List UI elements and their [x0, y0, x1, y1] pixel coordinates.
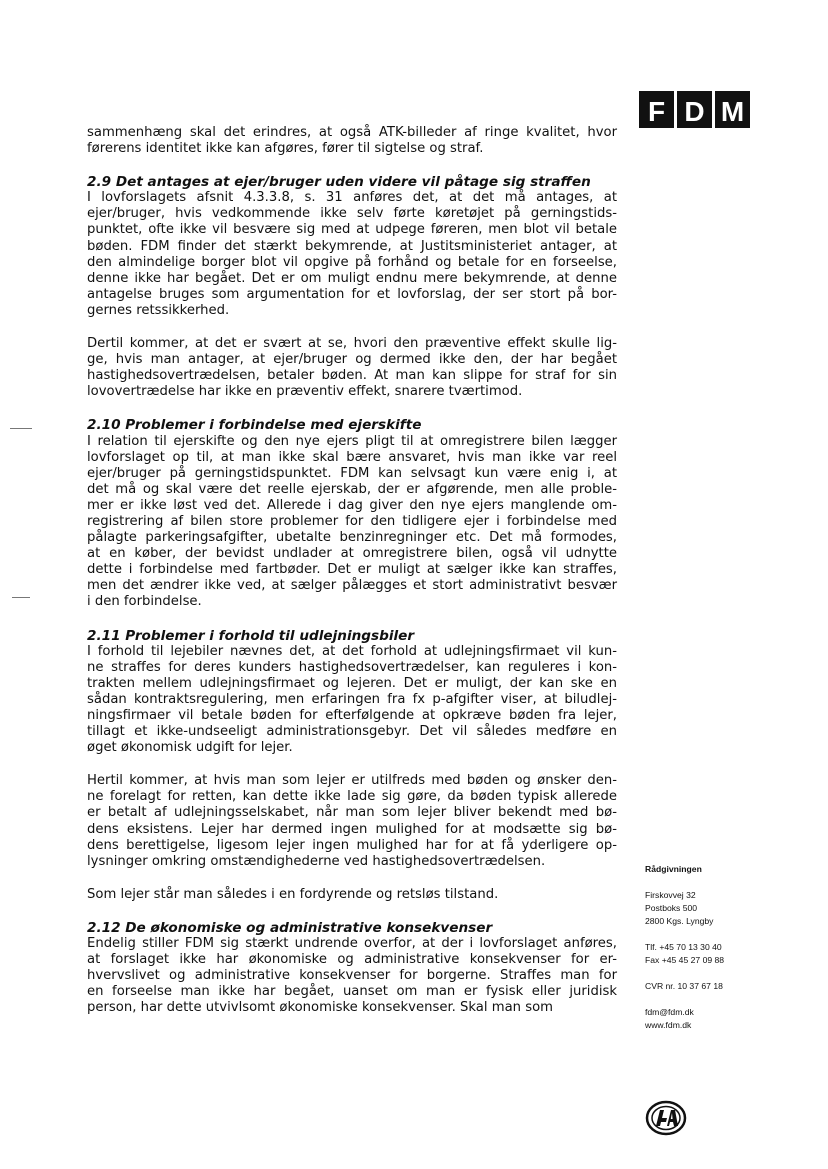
paragraph-line: tillagt et ikke-undseeligt administrationsgebyr. Det vil således medføre en	[87, 724, 617, 740]
section-heading: 2.9 Det antages at ejer/bruger uden videre vil påtage sig straffen	[87, 174, 591, 191]
paragraph-line: pålagte parkeringsafgifter, ubetalte benzinregninger etc. Det må formodes,	[87, 530, 617, 546]
paragraph-line: person, har dette utvivlsomt økonomiske konsekvenser. Skal man som	[87, 1000, 554, 1016]
fia-seal-icon	[645, 1100, 687, 1136]
paragraph-line: Som lejer står man således i en fordyrende og retsløs tilstand.	[87, 886, 499, 902]
body-paragraph	[87, 125, 617, 157]
section-heading: 2.10 Problemer i forbindelse med ejerskifte	[87, 417, 422, 434]
paragraph-line: antagelse bruges som argumentation for et lovforslag, der ser stort på bor-	[87, 286, 617, 302]
paragraph-line: lovforslaget op til, at man ikke skal bære ansvaret, hvis man ikke var reel	[87, 449, 617, 465]
body-paragraph	[87, 887, 617, 903]
paragraph-line: registrering af bilen store problemer for den tidligere ejer i forbindelse med	[87, 513, 617, 529]
paragraph-line: en forseelse man ikke har begået, uanset om man er fysisk eller juridisk	[87, 984, 617, 1000]
body-paragraph	[87, 644, 617, 757]
paragraph-line: i den forbindelse.	[87, 594, 202, 610]
paragraph-line: hastighedsovertrædelsen, betaler bøden. At man kan slippe for straf for sin	[87, 368, 617, 384]
paragraph-line: mer er ikke løst ved det. Allerede i dag giver den nye ejers manglende om-	[87, 497, 617, 513]
paragraph-line: men det ændrer ikke ved, at sælger pålægges et stort administrativt besvær	[87, 578, 617, 594]
paragraph-line: Dertil kommer, at det er svært at se, hvori den præventive effekt skulle lig-	[87, 336, 617, 352]
sidebar-line: Tlf. +45 70 13 30 40	[645, 942, 722, 952]
paragraph-line: øget økonomisk udgift for lejer.	[87, 740, 293, 756]
paragraph-line: sammenhæng skal det erindres, at også ATK-billeder af ringe kvalitet, hvor	[87, 125, 617, 140]
body-paragraph	[87, 434, 617, 611]
paragraph-line: det må og skal være det reelle ejerskab, der er afgørende, men alle proble-	[87, 481, 617, 497]
paragraph-line: bøden. FDM finder det stærkt bekymrende, at Justitsministeriet antager, at	[87, 238, 617, 254]
fdm-logo	[639, 91, 750, 128]
paragraph-line: punktet, ofte ikke vil besvære sig med at udpege føreren, men blot vil betale	[87, 222, 617, 238]
paragraph-spacer	[87, 903, 617, 920]
paragraph-line: er betalt af udlejningsselskabet, når man som lejer bliver bekendt med bø-	[87, 805, 617, 821]
paragraph-line: sådan kontraktsregulering, men erfaringen fra fx p-afgifter viser, at biludlej-	[87, 691, 617, 707]
paragraph-line: ge, hvis man antager, at ejer/bruger og dermed ikke den, der har begået	[87, 352, 617, 368]
logo-letter-d: D	[677, 91, 712, 128]
sidebar-line: Firskovvej 32	[645, 890, 696, 900]
sidebar-spacer	[645, 967, 785, 980]
paragraph-spacer	[87, 157, 617, 174]
sidebar-line: Postboks 500	[645, 903, 698, 913]
paragraph-line: lovovertrædelse har ikke en præventiv effekt, snarere tværtimod.	[87, 384, 523, 400]
sidebar-line: Rådgivningen	[645, 864, 702, 874]
sidebar-link[interactable]: fdm@fdm.dk	[645, 1007, 694, 1017]
sidebar-line: CVR nr. 10 37 67 18	[645, 981, 723, 991]
paragraph-line: dens eksistens. Lejer har dermed ingen mulighed for at modsætte sig bø-	[87, 821, 617, 837]
sidebar-line: 2800 Kgs. Lyngby	[645, 916, 714, 926]
sidebar-link[interactable]: www.fdm.dk	[645, 1020, 692, 1030]
paragraph-line: at forslaget ikke har økonomiske og administrative konsekvenser for er-	[87, 952, 617, 968]
body-paragraph	[87, 336, 617, 400]
body-paragraph	[87, 936, 617, 1016]
paragraph-line: ejer/bruger, hvis vedkommende ikke selv førte køretøjet på gerningstids-	[87, 206, 617, 222]
logo-letter-m: M	[715, 91, 750, 128]
paragraph-line: hvervslivet og administrative konsekvenser for borgerne. Straffes man for	[87, 968, 617, 984]
paragraph-line: ejer/bruger på gerningstidspunktet. FDM kan selvsagt kun være enig i, at	[87, 465, 617, 481]
logo-letter-f: F	[639, 91, 674, 128]
paragraph-line: førerens identitet ikke kan afgøres, fører til sigtelse og straf.	[87, 141, 484, 157]
paragraph-line: dette i forbindelse med fartbøder. Det er muligt at sælger ikke kan straffes,	[87, 562, 617, 578]
contact-sidebar	[645, 863, 785, 1032]
paragraph-line: I lovforslagets afsnit 4.3.3.8, s. 31 anføres det, at det må antages, at	[87, 190, 617, 206]
sidebar-spacer	[645, 876, 785, 889]
paragraph-line: gernes retssikkerhed.	[87, 302, 230, 318]
sidebar-spacer	[645, 993, 785, 1006]
body-paragraph	[87, 773, 617, 870]
paragraph-line: at en køber, der bevidst undlader at omregistrere bilen, også vil udnytte	[87, 546, 617, 562]
paragraph-line: den almindelige borger blot vil opgive på forhånd og betale for en forseelse,	[87, 254, 617, 270]
paragraph-line: I forhold til lejebiler nævnes det, at det forhold at udlejningsfirmaet vil kun-	[87, 643, 617, 659]
paragraph-line: Hertil kommer, at hvis man som lejer er utilfreds med bøden og ønsker den-	[87, 773, 617, 789]
paragraph-line: ningsfirmaer vil betale bøden for efterfølgende at opkræve bøden fra lejer,	[87, 708, 617, 723]
body-paragraph	[87, 190, 617, 319]
sidebar-spacer	[645, 928, 785, 941]
margin-mark	[10, 428, 32, 429]
paragraph-spacer	[87, 319, 617, 336]
paragraph-spacer	[87, 756, 617, 773]
paragraph-spacer	[87, 870, 617, 887]
paragraph-line: lysninger omkring omstændighederne ved hastighedsovertrædelsen.	[87, 853, 546, 869]
paragraph-line: dens berettigelse, ligesom lejer ingen mulighed har for at få yderligere op-	[87, 837, 617, 853]
section-heading: 2.12 De økonomiske og administrative konsekvenser	[87, 919, 493, 936]
sidebar-line: Fax +45 45 27 09 88	[645, 955, 725, 965]
paragraph-spacer	[87, 611, 617, 628]
paragraph-line: Endelig stiller FDM sig stærkt undrende overfor, at der i lovforslaget anføres,	[87, 936, 617, 952]
paragraph-line: ne straffes for deres kunders hastighedsovertrædelser, kan reguleres i kon-	[87, 659, 617, 675]
paragraph-line: I relation til ejerskifte og den nye ejers pligt til at omregistrere bilen lægger	[87, 433, 617, 449]
paragraph-line: ne forelagt for retten, kan dette ikke lade sig gøre, da bøden typisk allerede	[87, 789, 617, 805]
section-heading: 2.11 Problemer i forhold til udlejningsbiler	[87, 627, 415, 644]
paragraph-line: denne ikke har begået. Det er om muligt endnu mere bekymrende, at denne	[87, 270, 617, 286]
margin-mark	[12, 597, 30, 598]
paragraph-line: trakten mellem udlejningsfirmaet og lejeren. Det er muligt, der kan ske en	[87, 675, 617, 691]
letter-body	[87, 125, 617, 1017]
paragraph-spacer	[87, 400, 617, 417]
